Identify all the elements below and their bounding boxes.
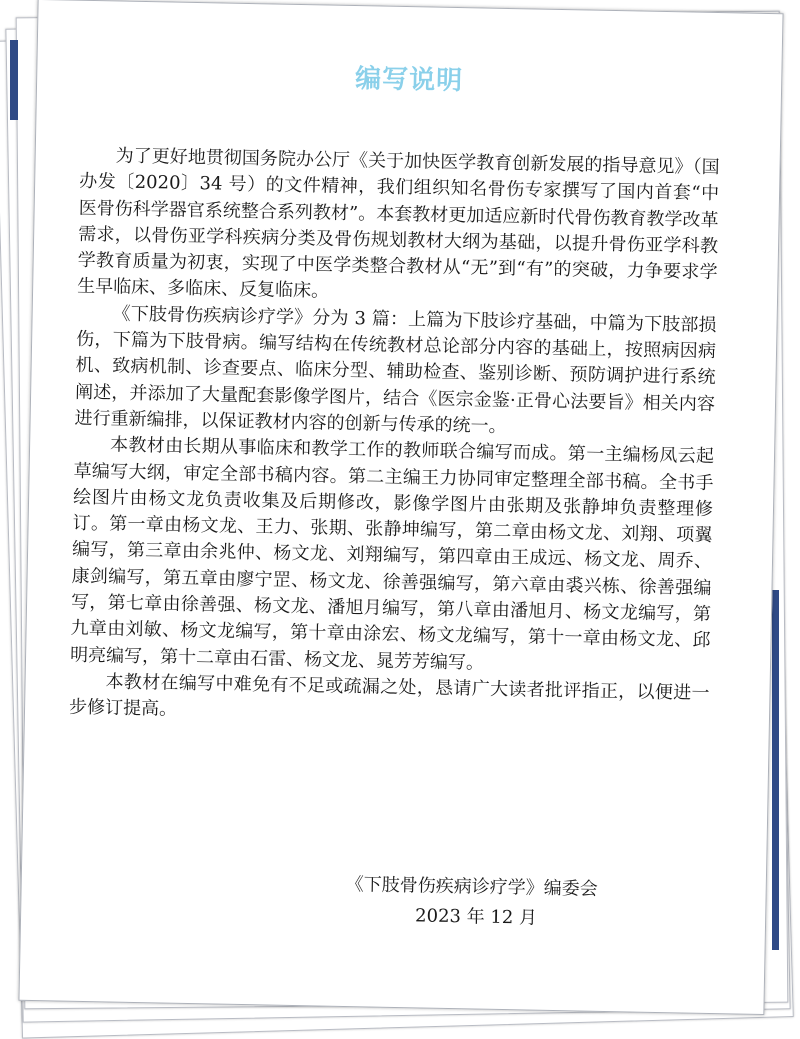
sheet-edge-right-strip [772, 590, 779, 950]
paragraph-structure: 《下肢骨伤疾病诊疗学》分为 3 篇：上篇为下肢诊疗基础，中篇为下肢部损伤，下篇为下肢骨病。编写结构在传统教材总论部分内容的基础上，按照病因病机、致病机制、诊查要点、临床分型、辅助检查、鉴别诊断、预防调护进行系统阐述，并添加了大量配套影像学图片，结合《医宗金鉴·正骨心法要旨》相关内容进行重新编排，以保证教材内容的创新与传承的统一。 [74, 303, 717, 437]
signoff-date: 2023 年 12 月 [414, 905, 538, 929]
page-title: 编写说明 [354, 64, 464, 97]
paragraph-closing: 本教材在编写中难免有不足或疏漏之处，恳请广大读者批评指正，以便进一步修订提高。 [68, 671, 710, 720]
editorial-board-signature: 《下肢骨伤疾病诊疗学》编委会 [345, 874, 598, 900]
sheet-edge-left-strip [10, 40, 18, 120]
body-text [69, 143, 720, 734]
signoff-block [345, 870, 666, 936]
document-page [18, 0, 783, 1015]
paragraph-authors: 本教材由长期从事临床和教学工作的教师联合编写而成。第一主编杨凤云起草编写大纲，审定全部书稿内容。第二主编王力协同审定整理全部书稿。全书手绘图片由杨文龙负责收集及后期修改，影像学图片由张期及张静坤负责整理修订。第一章由杨文龙、王力、张期、张静坤编写，第二章由杨文龙、刘翔、项翼编写，第三章由余兆仲、杨文龙、刘翔编写，第四章由王成远、杨文龙、周乔、康剑编写，第五章由廖宁罡、杨文龙、徐善强编写，第六章由裘兴栋、徐善强编写，第七章由徐善强、杨文龙、潘旭月编写，第八章由潘旭月、杨文龙编写，第九章由刘敏、杨文龙编写，第十章由涂宏、杨文龙编写，第十一章由杨文龙、邱明亮编写，第十二章由石雷、杨文龙、晁芳芳编写。 [69, 434, 715, 674]
paragraph-purpose: 为了更好地贯彻国务院办公厅《关于加快医学教育创新发展的指导意见》（国办发〔2020〕34 号）的文件精神，我们组织知名骨伤专家撰写了国内首套“中医骨伤科学器官系统整合系列教材”。本套教材更加适应新时代骨伤教育教学改革需求，以骨伤亚学科疾病分类及骨伤规划教材大纲为基础，以提升骨伤亚学科教学教育质量为初衷，实现了中医学类整合教材从“无”到“有”的突破，力争要求学生早临床、多临床、反复临床。 [76, 145, 720, 303]
